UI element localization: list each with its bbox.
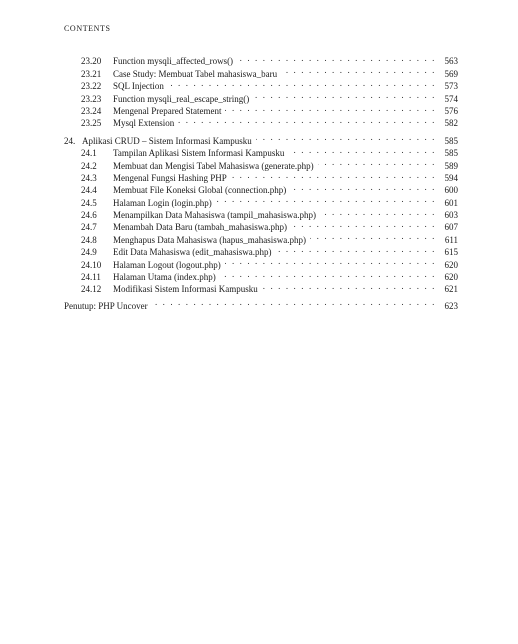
toc-entry-page: 582: [444, 118, 458, 129]
toc-entry-title: Function mysqli_real_escape_string(): [113, 93, 250, 104]
toc-entry-number: 23.21: [81, 68, 102, 79]
dot-leader: [291, 218, 436, 230]
toc-entry-number: 24.9: [81, 247, 97, 258]
toc-entry-title: Halaman Logout (logout.php): [113, 259, 221, 270]
toc-entry-number: 24.11: [81, 272, 101, 283]
dot-leader: [216, 193, 436, 205]
dot-leader: [220, 268, 436, 280]
dot-leader: [310, 230, 436, 242]
toc-entry-number: 24.12: [81, 284, 102, 295]
table-of-contents: [64, 52, 458, 309]
toc-entry-page: 620: [444, 259, 458, 270]
toc-entry-page: 603: [444, 210, 458, 221]
toc-entry-title: Case Study: Membuat Tabel mahasiswa_baru: [113, 68, 278, 79]
toc-entry-title: SQL Injection: [113, 81, 164, 92]
dot-leader: [288, 144, 436, 156]
dot-leader: [318, 156, 436, 168]
toc-entry-number: 24.6: [81, 210, 97, 221]
toc-entry-page: 585: [444, 148, 458, 159]
toc-entry-number: 24.7: [81, 222, 97, 233]
toc-entry-number: 24.10: [81, 259, 102, 270]
dot-leader: [320, 206, 436, 218]
toc-entry-number: 24.3: [81, 172, 97, 183]
dot-leader: [281, 64, 436, 76]
dot-leader: [275, 243, 436, 255]
running-header: CONTENTS: [64, 24, 111, 33]
toc-entry-page: 615: [444, 247, 458, 258]
toc-entry-title: Membuat File Koneksi Global (connection.php): [113, 185, 287, 196]
toc-entry-title: Tampilan Aplikasi Sistem Informasi Kampusku: [113, 148, 285, 159]
dot-leader: [225, 102, 436, 114]
toc-entry-page: 563: [444, 56, 458, 67]
toc-entry-page: 621: [444, 284, 458, 295]
toc-entry-page: 573: [444, 81, 458, 92]
toc-entry-page: 574: [444, 93, 458, 104]
toc-entry-number: 24.4: [81, 185, 97, 196]
toc-entry-page: 589: [444, 160, 458, 171]
toc-entry[interactable]: [64, 52, 458, 67]
toc-entry-title: Membuat dan Mengisi Tabel Mahasiswa (generate.php): [113, 160, 314, 171]
toc-entry-title: Function mysqli_affected_rows(): [113, 56, 234, 67]
toc-entry-title: Menambah Data Baru (tambah_mahasiswa.php): [113, 222, 287, 233]
dot-leader: [225, 255, 436, 267]
chapter-number: 24.: [64, 135, 76, 146]
toc-entry-number: 23.20: [81, 56, 102, 67]
closing-title: Penutup: PHP Uncover: [64, 300, 148, 311]
dot-leader: [262, 280, 436, 292]
dot-leader: [256, 131, 436, 143]
toc-chapter-24[interactable]: [64, 131, 458, 146]
toc-entry-title: Mengenal Prepared Statement: [113, 105, 222, 116]
toc-entry-title: Modifikasi Sistem Informasi Kampusku: [113, 284, 258, 295]
toc-entry-number: 24.2: [81, 160, 97, 171]
chapter-page: 585: [444, 135, 458, 146]
dot-leader: [178, 114, 436, 126]
toc-entry-number: 23.22: [81, 81, 102, 92]
toc-entry-number: 24.1: [81, 148, 97, 159]
toc-entry-number: 23.24: [81, 105, 102, 116]
toc-entry-number: 24.5: [81, 197, 97, 208]
toc-entry-page: 569: [444, 68, 458, 79]
toc-entry-title: Halaman Utama (index.php): [113, 272, 216, 283]
chapter-title: Aplikasi CRUD – Sistem Informasi Kampusku: [82, 135, 252, 146]
toc-entry-page: 607: [444, 222, 458, 233]
toc-entry-page: 600: [444, 185, 458, 196]
toc-entry-page: 601: [444, 197, 458, 208]
dot-leader: [152, 296, 436, 308]
toc-entry-title: Mengenal Fungsi Hashing PHP: [113, 172, 227, 183]
toc-entry-page: 576: [444, 105, 458, 116]
toc-entry-page: 611: [444, 234, 458, 245]
dot-leader: [168, 77, 436, 89]
dot-leader: [290, 181, 436, 193]
toc-entry-title: Mysql Extension: [113, 118, 175, 129]
toc-entry-page: 594: [444, 172, 458, 183]
toc-entry-number: 24.8: [81, 234, 97, 245]
toc-entry-title: Halaman Login (login.php): [113, 197, 212, 208]
dot-leader: [237, 52, 436, 64]
toc-entry-title: Edit Data Mahasiswa (edit_mahasiswa.php): [113, 247, 272, 258]
toc-entry-title: Menghapus Data Mahasiswa (hapus_mahasiswa.php): [113, 234, 306, 245]
toc-entry-number: 23.23: [81, 93, 102, 104]
toc-entry-title: Menampilkan Data Mahasiswa (tampil_mahasiswa.php): [113, 210, 316, 221]
dot-leader: [231, 169, 436, 181]
toc-closing[interactable]: [64, 296, 458, 311]
toc-entry-number: 23.25: [81, 118, 102, 129]
dot-leader: [253, 89, 436, 101]
toc-entry-page: 620: [444, 272, 458, 283]
closing-page: 623: [444, 300, 458, 311]
